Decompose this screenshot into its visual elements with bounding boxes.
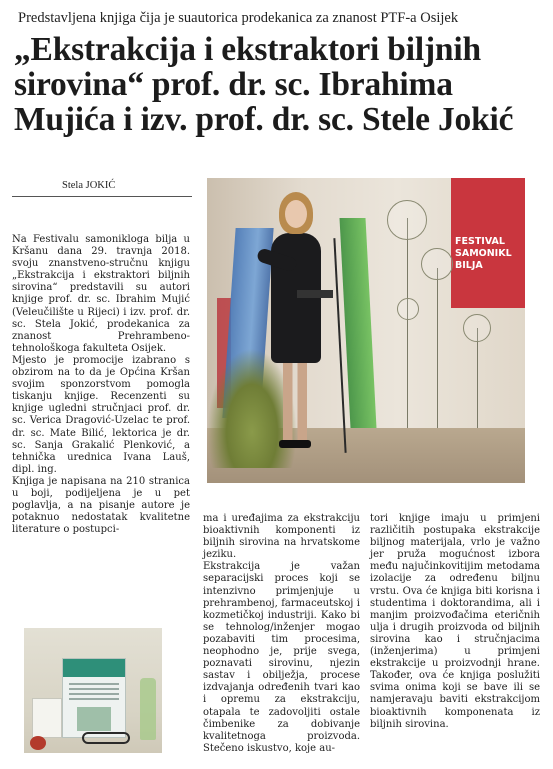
paragraph: Na Festivalu samoniklogа bilja u Kršanu dana 29. travnja 2018. svoju znanstveno-stručnu knjigu „Ekstrakcija i ekstraktori biljnih sirovina“ predstavili su autori knjige prof. dr. sc. Ibrahim Mujić (Veleučilište u Rijeci) i izv. prof. dr. sc. Stela Jokić, prodekanica za znanost Prehrambeno-tehnološkoga fakulteta Osijek. [12,234,190,354]
decor-circle [397,298,419,320]
decor-bottle [140,678,156,740]
paragraph: Mjesto je promocije izabrano s obzirom na to da je Općina Kršan svojim sponzorstvom pomogla tiskanju knjige. Recenzenti su knjige ugledni stručnjaci prof. dr. sc. Verica Dragović-Uzelac te prof. dr. sc. Mate Bilić, lektorica je dr. sc. Sanja Grakalić Plenković, a tehnička urednica Ivana Lauš, dipl. ing. [12,354,190,475]
decor-circle [421,248,453,280]
speaker-face [285,200,307,228]
decor-stem [407,218,408,428]
headline-line-2: sirovina“ prof. dr. sc. Ibrahima [14,66,453,103]
text-column-3 [370,513,540,731]
book-cover-image [77,707,111,731]
banner-line-3: BILJA [455,260,483,271]
eyeglasses [82,732,130,744]
decor-stem [437,268,438,428]
article-headline [14,32,544,137]
headline-line-3: Mujića i izv. prof. dr. sc. Stele Jokić [14,101,514,138]
decor-fruit [30,736,46,750]
text-column-1 [12,234,190,536]
speaker-legs [283,363,307,443]
paragraph: tori knjige imaju u primjeni različitih postupaka ekstrakcije biljnog materijala, vrlo je važno jer pruža mogućnost izbora među najučinkovitijim metodama izolacije za određenu biljnu vrstu. Ova će knjiga biti korisna i studentima i doktorandima, ali i manjim proizvođačima eteričnih ulja i drugih proizvoda od biljnih sirovina kao i stručnjacima (inženjerima) u primjeni ekstrakcije u proizvodnji hrane. Također, ova će knjiga poslužiti svima onima koji se bave ili se namjeravaju baviti ekstrakcijom bioaktivnih komponenata iz biljnih sirovina. [370,513,540,730]
book-photo [24,628,162,753]
banner-line-2: SAMONIKL [455,248,512,259]
book-cover [62,658,126,738]
paragraph: Ekstrakcija je važan separacijski proces koji se intenzivno primjenjuje u prehrambenoj, farmaceutskoj i kozmetičkoj industriji. Kako bi se tehnolog/inženjer mogao pozabaviti tim procesima, neophodno je, prije svega, poznavati sirovinu, njezin sastav i obilježja, procese izdvajanja određenih tvari kao i opremu za ekstrakciju, otapala te zadovoljiti ostale čimbenike za dobivanje kvalitetnoga proizvoda. Stečeno iskustvo, koje au- [203,561,360,754]
byline: Stela JOKIĆ [62,180,116,191]
book-cover-title-lines [69,683,119,703]
banner-line-1: FESTIVAL [455,236,505,247]
paragraph: ma i uređajima za ekstrakciju bioaktivnih komponenti iz biljnih sirovina na hrvatskome jeziku. [203,513,360,561]
article-kicker: Predstavljena knjiga čija je suautorica prodekanica za znanost PTF-a Osijek [18,10,459,26]
tablet-stand [297,290,333,298]
byline-divider [12,196,192,197]
decor-circle [387,200,427,240]
headline-line-1: „Ekstrakcija i ekstraktori biljnih [14,31,481,68]
decor-circle [463,314,491,342]
decor-booklet [32,698,62,738]
speaker-shoes [279,440,311,448]
book-cover-band [63,659,125,677]
event-photo [207,178,525,483]
decor-stem [477,328,478,428]
festival-banner-text [455,236,525,272]
text-column-2 [203,513,360,755]
paragraph: Knjiga je napisana na 210 stranica u boji, podijeljena je u pet poglavlja, a na pisanje autore je potaknuo nedostatak kvalitetne literature o postupci- [12,475,190,536]
